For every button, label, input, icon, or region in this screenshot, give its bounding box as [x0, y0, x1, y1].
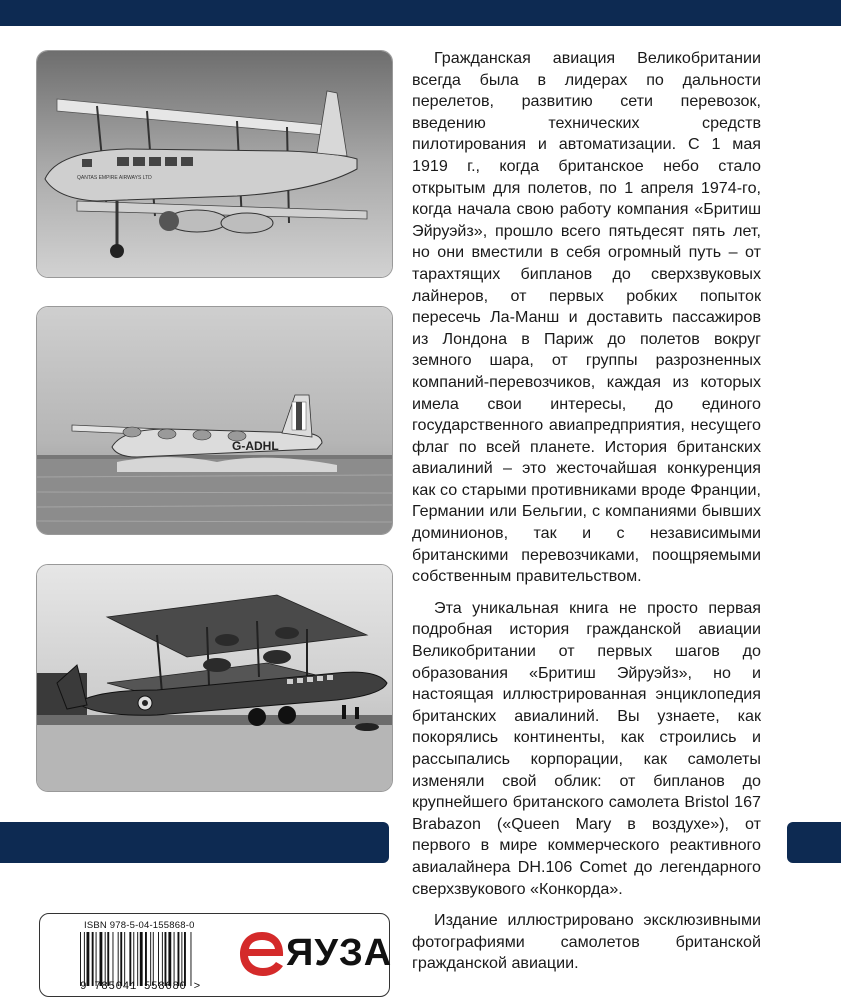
top-color-band: [0, 0, 841, 26]
left-color-band: [0, 822, 389, 863]
barcode-panel: [39, 913, 393, 997]
fuselage-text: QANTAS EMPIRE AIRWAYS LTD: [77, 175, 152, 181]
paragraph-1: Гражданская авиация Великобритании всегда была в лидерах по дальности перелетов, развитию сети перевозок, введению технических средств пилотирования и автоматизации. С 1 мая 1919 г., когда британское небо стало открытым для полетов, по 1 апреля 1974-го, когда начала свою работу компания «Бритиш Эйруэйз», прошло всего пятьдесят пять лет, но они вместили в себя огромный путь – от тарахтящих бипланов до сверхзвуковых лайнеров, от первых робких попыток пересечь Ла-Манш и доставить пассажиров из Лондона в Париж до полетов вокруг земного шара, от группы разрозненных компаний-перевозчиков, каждая из которых имела свои интересы, до единого государственного авиапредприятия, несущего флаг по всей планете. История британских авиалиний – это жесточайшая конкуренция как со старыми противниками вроде Франции, Германии или Бельгии, с компаниями бывших доминионов, так и с независимыми британскими перевозчиками, поощряемыми собственным правительством.: [412, 49, 761, 586]
registration-text: G-ADHL: [232, 439, 279, 453]
yauza-logo: ЯУЗА: [286, 932, 393, 974]
right-color-band: [787, 822, 841, 863]
paragraph-3: Издание иллюстрировано эксклюзивными фотографиями самолетов британской гражданской авиации.: [412, 911, 761, 973]
eksmo-logo-icon: [236, 928, 288, 980]
paragraph-2: Эта уникальная книга не просто первая подробная история гражданской авиации Великобритании от первых шагов до образования «Бритиш Эйруэйз», но и настоящая иллюстрированная энциклопедия британских авиалиний. Вы узнаете, как покорялись континенты, как строились и рассыпались корпорации, как самолеты изменяли свой облик: от бипланов до крупнейшего британского самолета Bristol 167 Brabazon («Queen Mary в воздухе»), от первого в мире коммерческого реактивного авиалайнера DH.106 Comet до легендарного сверхзвукового «Конкорда».: [412, 598, 761, 898]
large-biplane-airliner-photo: [36, 564, 393, 792]
barcode-icon: [80, 932, 226, 986]
isbn-label: ISBN 978-5-04-155868-0: [84, 920, 195, 931]
barcode-digits: 9 785041 558680 >: [80, 981, 201, 993]
flying-boat-photo: [36, 306, 393, 535]
biplane-airliner-photo: [36, 50, 393, 278]
annotation-text: [412, 48, 761, 985]
